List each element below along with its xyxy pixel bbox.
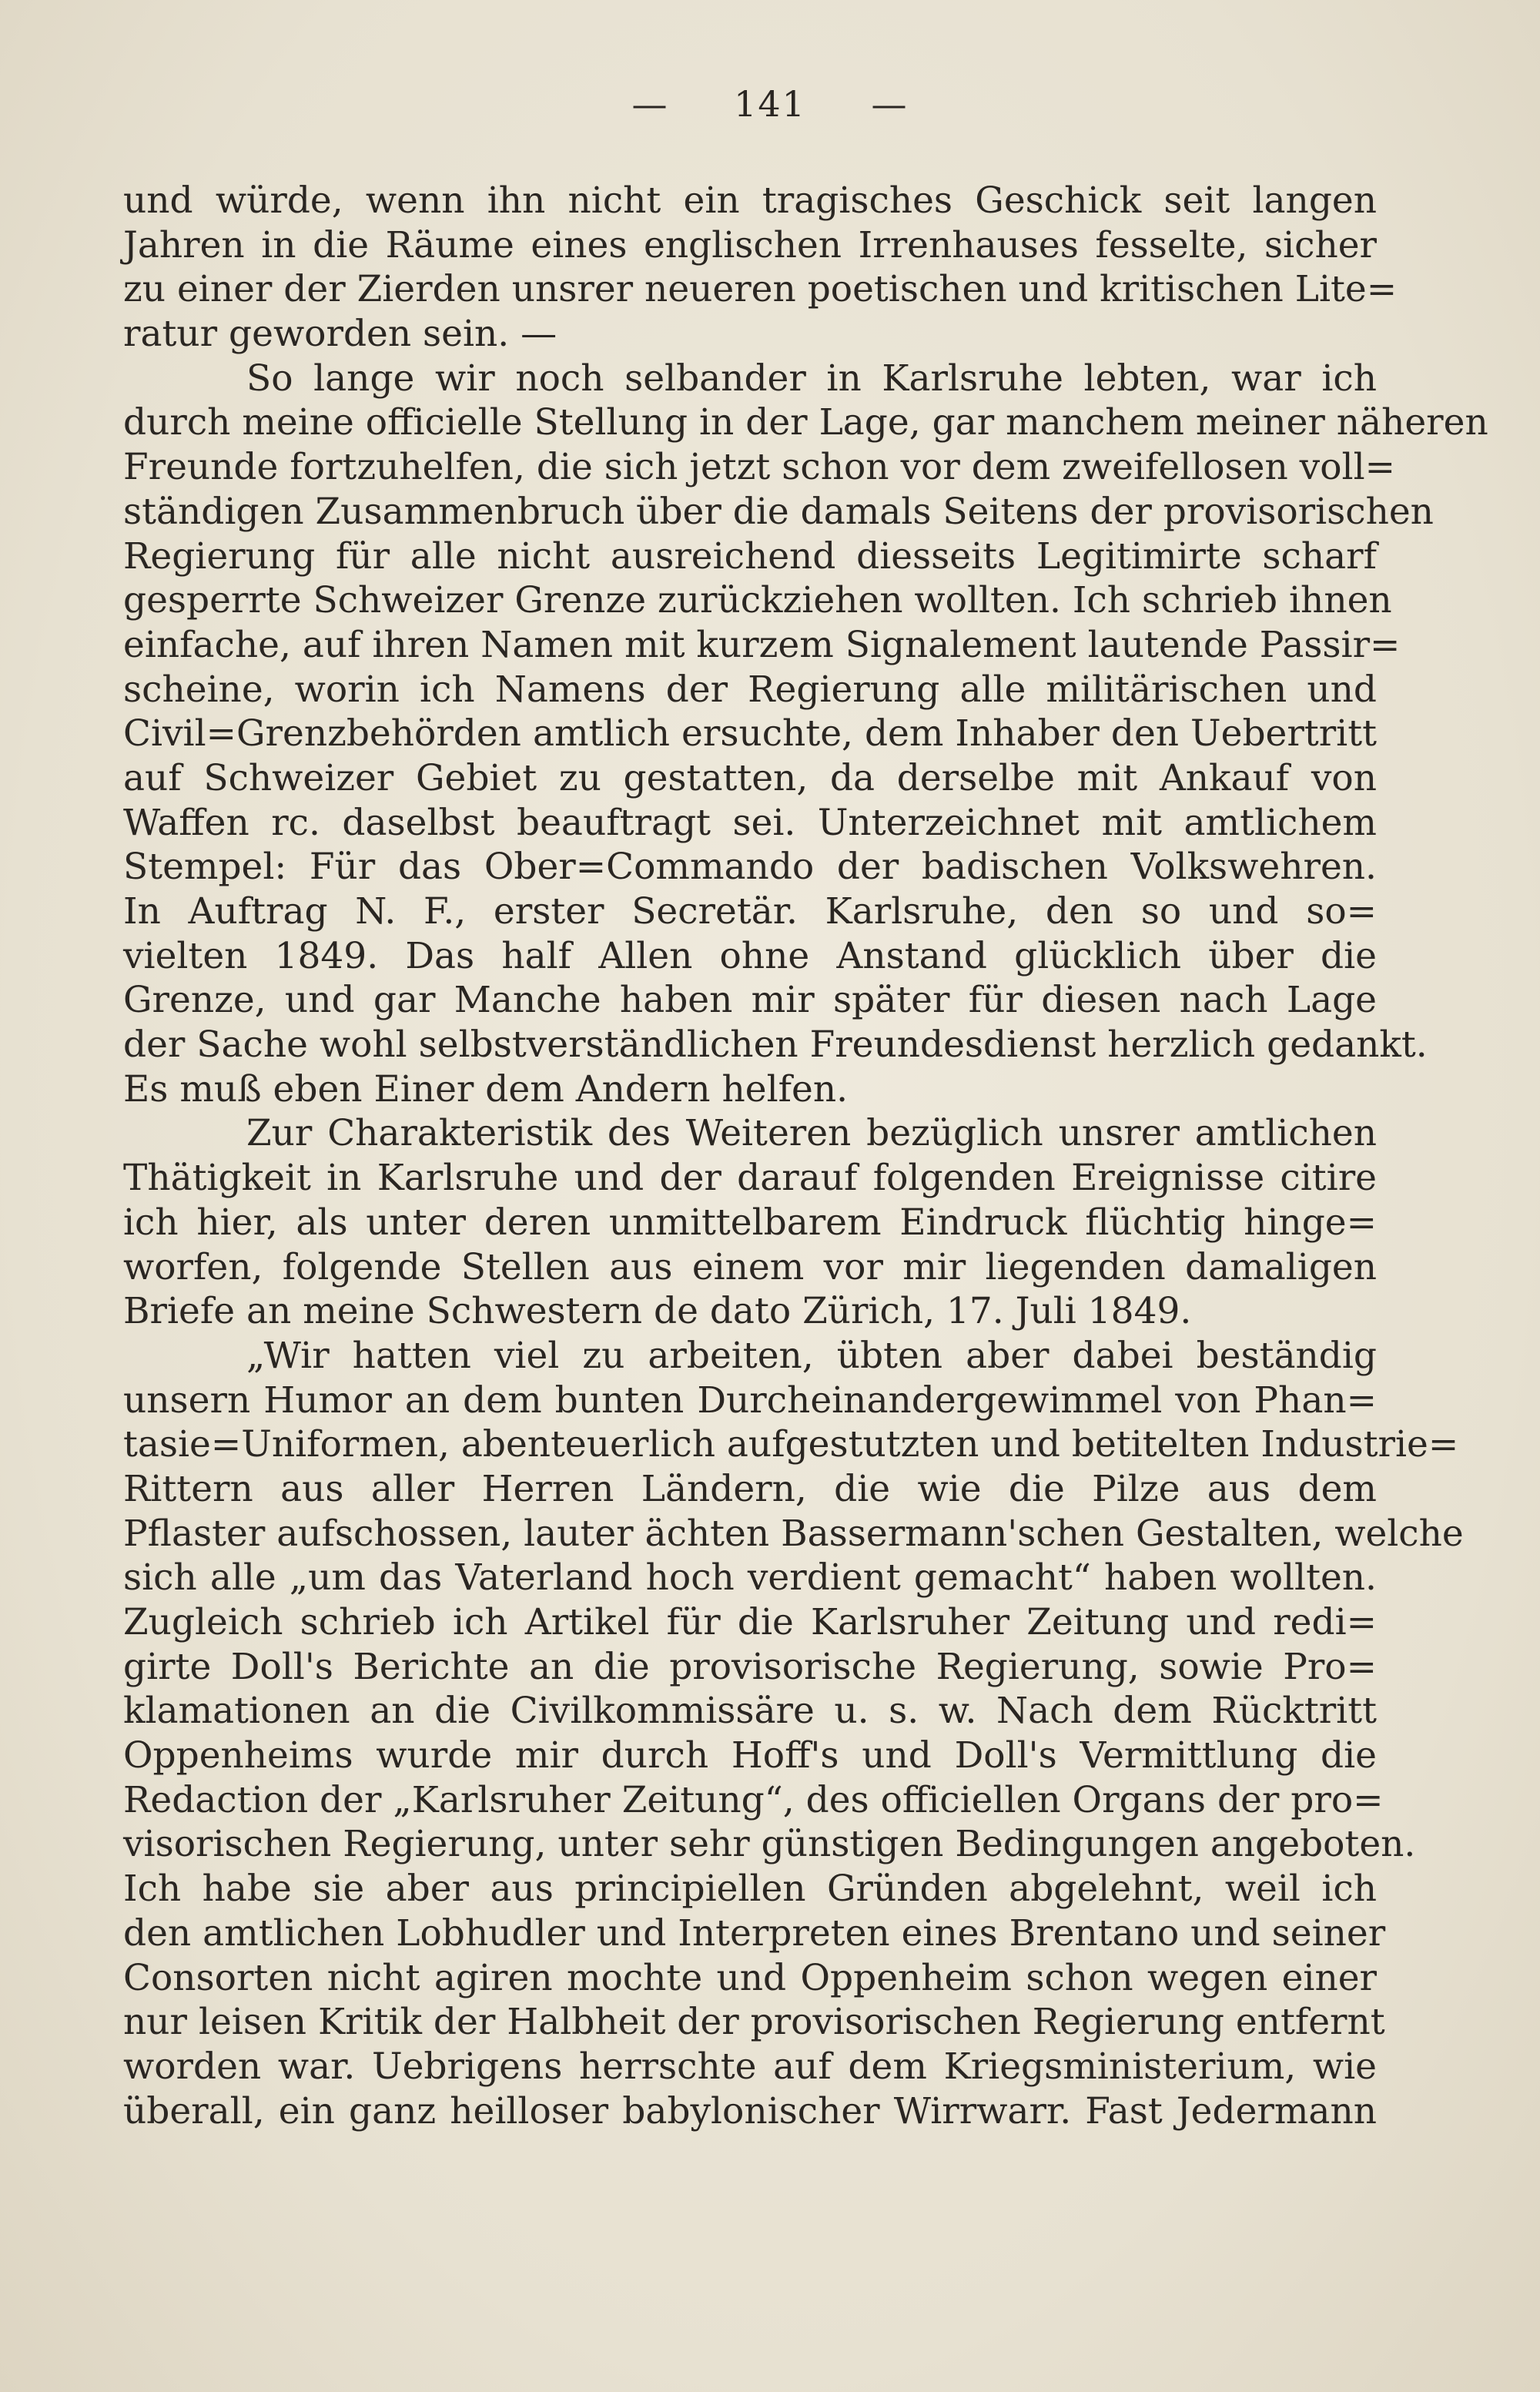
- text-line: zu einer der Zierden unsrer neueren poetischen und kritischen Lite=: [123, 268, 1398, 311]
- text-line: nur leisen Kritik der Halbheit der provisorischen Regierung entfernt: [123, 2001, 1385, 2044]
- text-line: worfen, folgende Stellen aus einem vor mir liegenden damaligen: [123, 1245, 1377, 1288]
- text-line: ständigen Zusammenbruch über die damals Seitens der provisorischen: [123, 490, 1434, 533]
- text-line: ratur geworden sein. —: [123, 313, 557, 356]
- text-line: So lange wir noch selbander in Karlsruhe lebten, war ich: [246, 357, 1377, 400]
- text-line: Es muß eben Einer dem Andern helfen.: [123, 1067, 849, 1111]
- text-line: Zugleich schrieb ich Artikel für die Karlsruher Zeitung und redi=: [123, 1601, 1377, 1643]
- text-line: klamationen an die Civilkommissäre u. s. w. Nach dem Rücktritt: [123, 1690, 1377, 1733]
- body-text: [123, 179, 1488, 2133]
- text-line: Oppenheims wurde mir durch Hoff's und Doll's Vermittlung die: [123, 1734, 1377, 1777]
- text-line: Consorten nicht agiren mochte und Oppenheim schon wegen einer: [123, 1956, 1377, 1999]
- text-line: girte Doll's Berichte an die provisorische Regierung, sowie Pro=: [123, 1645, 1377, 1688]
- text-line: der Sache wohl selbstverständlichen Freundesdienst herzlich gedankt.: [123, 1023, 1428, 1067]
- text-line: Redaction der „Karlsruher Zeitung“, des officiellen Organs der pro=: [123, 1778, 1384, 1821]
- text-line: vielten 1849. Das half Allen ohne Anstand glücklich über die: [123, 934, 1377, 977]
- text-line: Civil=Grenzbehörden amtlich ersuchte, dem Inhaber den Uebertritt: [123, 712, 1377, 755]
- page-number: 141: [734, 83, 806, 125]
- text-line: Waffen rc. daselbst beauftragt sei. Unterzeichnet mit amtlichem: [123, 801, 1377, 844]
- text-line: Regierung für alle nicht ausreichend diesseits Legitimirte scharf: [123, 534, 1377, 578]
- text-line: Stempel: Für das Ober=Commando der badischen Volkswehren.: [123, 846, 1377, 889]
- text-line: Zur Charakteristik des Weiteren bezüglich unsrer amtlichen: [246, 1112, 1377, 1155]
- text-line: ich hier, als unter deren unmittelbarem Eindruck flüchtig hinge=: [123, 1201, 1377, 1244]
- text-line: durch meine officielle Stellung in der Lage, gar manchem meiner näheren: [123, 401, 1488, 444]
- text-line: tasie=Uniformen, abenteuerlich aufgestutzten und betitelten Industrie=: [123, 1423, 1459, 1466]
- header-dash-right: —: [871, 83, 909, 125]
- text-line: und würde, wenn ihn nicht ein tragisches Geschick seit langen: [123, 179, 1377, 222]
- text-line: überall, ein ganz heilloser babylonischer Wirrwarr. Fast Jedermann: [123, 2089, 1377, 2132]
- text-line: worden war. Uebrigens herrschte auf dem Kriegsministerium, wie: [123, 2045, 1377, 2088]
- text-line: einfache, auf ihren Namen mit kurzem Signalement lautende Passir=: [123, 623, 1401, 666]
- text-line: visorischen Regierung, unter sehr günstigen Bedingungen angeboten.: [123, 1823, 1416, 1866]
- text-line: sich alle „um das Vaterland hoch verdient gemacht“ haben wollten.: [123, 1556, 1377, 1600]
- text-line: Thätigkeit in Karlsruhe und der darauf folgenden Ereignisse citire: [123, 1157, 1377, 1200]
- text-line: gesperrte Schweizer Grenze zurückziehen wollten. Ich schrieb ihnen: [123, 579, 1392, 622]
- text-line: unsern Humor an dem bunten Durcheinandergewimmel von Phan=: [123, 1379, 1377, 1422]
- text-line: den amtlichen Lobhudler und Interpreten eines Brentano und seiner: [123, 1911, 1386, 1955]
- text-line: Grenze, und gar Manche haben mir später für diesen nach Lage: [123, 979, 1377, 1022]
- text-line: auf Schweizer Gebiet zu gestatten, da derselbe mit Ankauf von: [123, 756, 1377, 799]
- text-line: Briefe an meine Schwestern de dato Zürich, 17. Juli 1849.: [123, 1290, 1192, 1333]
- text-line: Ich habe sie aber aus principiellen Gründen abgelehnt, weil ich: [123, 1868, 1377, 1911]
- text-line: In Auftrag N. F., erster Secretär. Karlsruhe, den so und so=: [123, 890, 1377, 933]
- text-line: Freunde fortzuhelfen, die sich jetzt schon vor dem zweifellosen voll=: [123, 446, 1395, 489]
- header-dash-left: —: [631, 83, 669, 125]
- text-line: scheine, worin ich Namens der Regierung alle militärischen und: [123, 668, 1377, 711]
- text-line: Pflaster aufschossen, lauter ächten Bassermann'schen Gestalten, welche: [123, 1512, 1464, 1555]
- text-line: Jahren in die Räume eines englischen Irrenhauses fesselte, sicher: [123, 223, 1377, 266]
- text-line: „Wir hatten viel zu arbeiten, übten aber dabei beständig: [246, 1334, 1377, 1377]
- text-line: Rittern aus aller Herren Ländern, die wie die Pilze aus dem: [123, 1467, 1377, 1510]
- page-header: [0, 83, 1540, 125]
